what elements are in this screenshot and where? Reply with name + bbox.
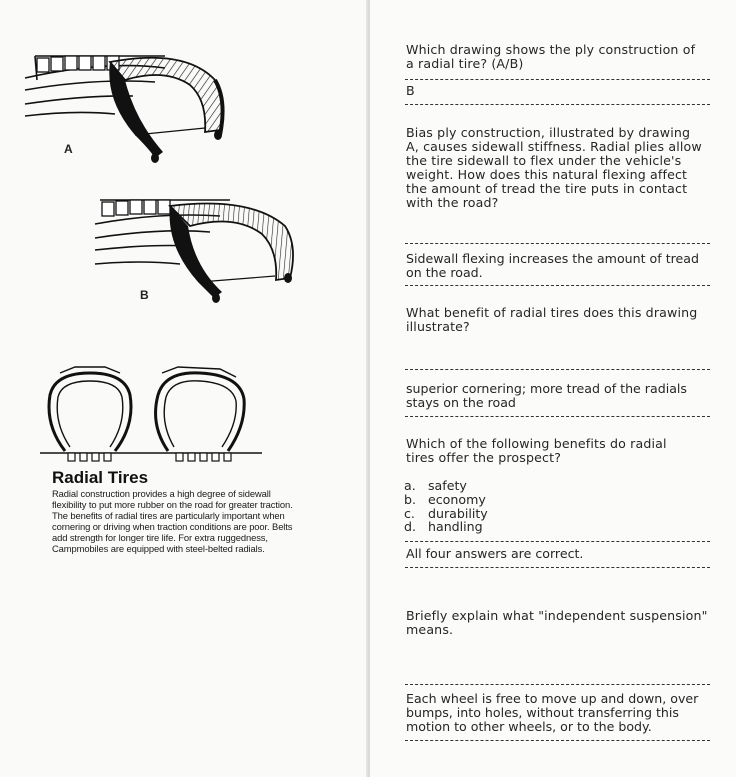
answer-line [405,416,710,417]
answer-line [405,243,710,244]
answer-2: Sidewall flexing increases the amount of tread on the road. [406,251,699,280]
answer-line [405,79,710,80]
option-d: d. handling [404,519,483,534]
answer-line [405,369,710,370]
answer-line [405,684,710,685]
option-a: a. safety [404,478,467,493]
answer-line [405,285,710,286]
tire-drawing-a [15,40,245,170]
option-c: c. durability [404,506,488,521]
question-3: What benefit of radial tires does this drawing illustrate? [406,305,698,334]
answer-line [405,541,710,542]
figure-label-a: A [64,142,73,156]
question-4: Which of the following benefits do radial tires offer the prospect? [406,436,667,465]
article-body: Radial construction provides a high degree of sidewall flexibility to put more rubber on the road for greater traction. The benefits of radial tires are particularly important when cornering or driving when traction conditions are poor. Belts add strength for longer tire life. For extra ruggedness, Campmobiles are equipped with steel-belted radials. [52,488,293,555]
article-title: Radial Tires [52,468,149,487]
answer-line [405,567,710,568]
answer-line [405,104,710,105]
tire-cornering-drawing [40,365,262,465]
question-5: Briefly explain what "independent suspension" means. [406,608,708,637]
answer-1: B [406,83,415,98]
answer-line [405,740,710,741]
tire-drawing-b [90,190,305,310]
answer-4: All four answers are correct. [406,546,584,561]
question-1: Which drawing shows the ply construction of a radial tire? (A/B) [406,42,696,71]
answer-3: superior cornering; more tread of the radials stays on the road [406,381,687,410]
answer-5: Each wheel is free to move up and down, over bumps, into holes, without transferring this motion to other wheels, or to the body. [406,691,699,734]
option-b: b. economy [404,492,486,507]
figure-label-b: B [140,288,149,302]
question-2: Bias ply construction, illustrated by drawing A, causes sidewall stiffness. Radial plies allow the tire sidewall to flex under the vehicle's weight. How does this natural flexing affect the amount of tread the tire puts in contact with the road? [406,125,702,210]
